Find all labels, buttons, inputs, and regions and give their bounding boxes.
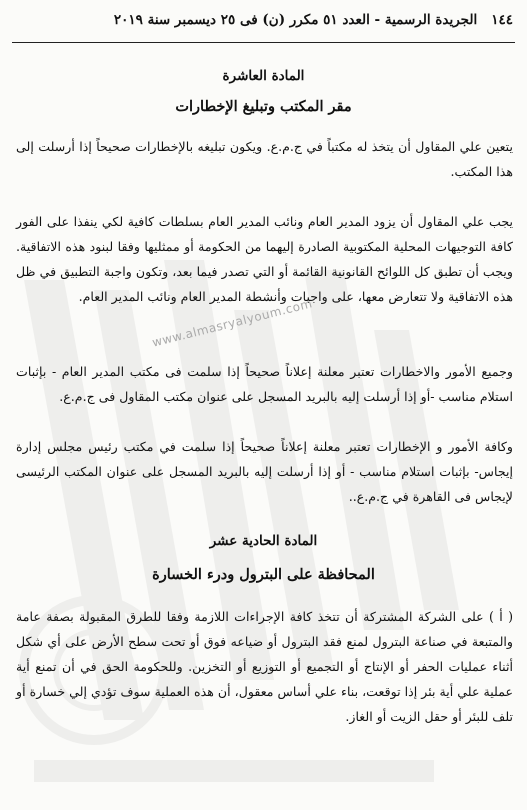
article-10-paragraph: يجب علي المقاول أن يزود المدير العام ونائب المدير العام بسلطات كافية لكي ينفذا على الفور كافة التوجيهات المحلية المكتوبية الصادرة إليهما من الحكومة أو ممثليها وفقا لبنود هذه الاتفاقية. ويجب أن تطبق كل اللوائح القانونية القائمة أو التي تصدر فيما بعد، وتكون واجبة التطبيق في ظل هذه الاتفاقية ولا تتعارض معها، على واجبات وأنشطة المدير العام ونائب المدير العام. xyxy=(16,213,513,304)
article-10-paragraph: يتعين علي المقاول أن يتخذ له مكتباً في ج.م.ع. ويكون تبليغه بالإخطارات صحيحاً إذا أرسلت إلى هذا المكتب. xyxy=(16,138,513,179)
article-10-subtitle: مقر المكتب وتبليغ الإخطارات xyxy=(175,98,352,115)
article-11-subtitle: المحافظة على البترول ودرء الخسارة xyxy=(152,566,375,583)
article-10-paragraph: وكافة الأمور و الإخطارات تعتبر معلنة إعلاناً صحيحاً إذا سلمت في مكتب رئيس مجلس إدارة إيجاس- بإثبات استلام مناسب - أو إذا أرسلت إليه بالبريد المسجل على عنوان المكتب الرئيسى لإيجاس فى القاهرة في ج.م.ع.. xyxy=(16,438,513,504)
article-11-paragraph: ( أ ) على الشركة المشتركة أن تتخذ كافة الإجراءات اللازمة وفقا للطرق المقبولة بصفة عامة والمتبعة في صناعة البترول لمنع فقد البترول أو ضياعه فوق أو تحت سطح الأرض على أي شكل أثناء عمليات الحفر أو الإنتاج أو التجميع أو التوزيع أو التخزين. وللحكومة الحق في أن تمنع أية عملية علي أية بئر إذا توقعت، بناء علي أساس معقول، أن هذه العملية سوف تؤدي إلي خسارة أو تلف للبئر أو حقل الزيت أو الغاز. xyxy=(16,608,514,724)
article-11-heading: المادة الحادية عشر xyxy=(209,533,318,549)
page-header xyxy=(14,12,513,28)
watermark-site-text: www.almasryalyoum.com xyxy=(150,296,314,350)
page-number: ١٤٤ xyxy=(491,12,513,28)
header-rule xyxy=(12,42,515,43)
article-10-heading: المادة العاشرة xyxy=(222,68,305,84)
gazette-title: الجريدة الرسمية - العدد ٥١ مكرر (ن) فى ٢٥ ديسمبر سنة ٢٠١٩ xyxy=(113,12,478,28)
article-10-paragraph: وجميع الأمور والاخطارات تعتبر معلنة إعلاناً صحيحاً إذا سلمت فى مكتب المدير العام - بإثبات استلام مناسب -أو إذا أرسلت إليه بالبريد المسجل على عنوان مكتب المقاول فى ج.م.ع. xyxy=(16,363,513,404)
